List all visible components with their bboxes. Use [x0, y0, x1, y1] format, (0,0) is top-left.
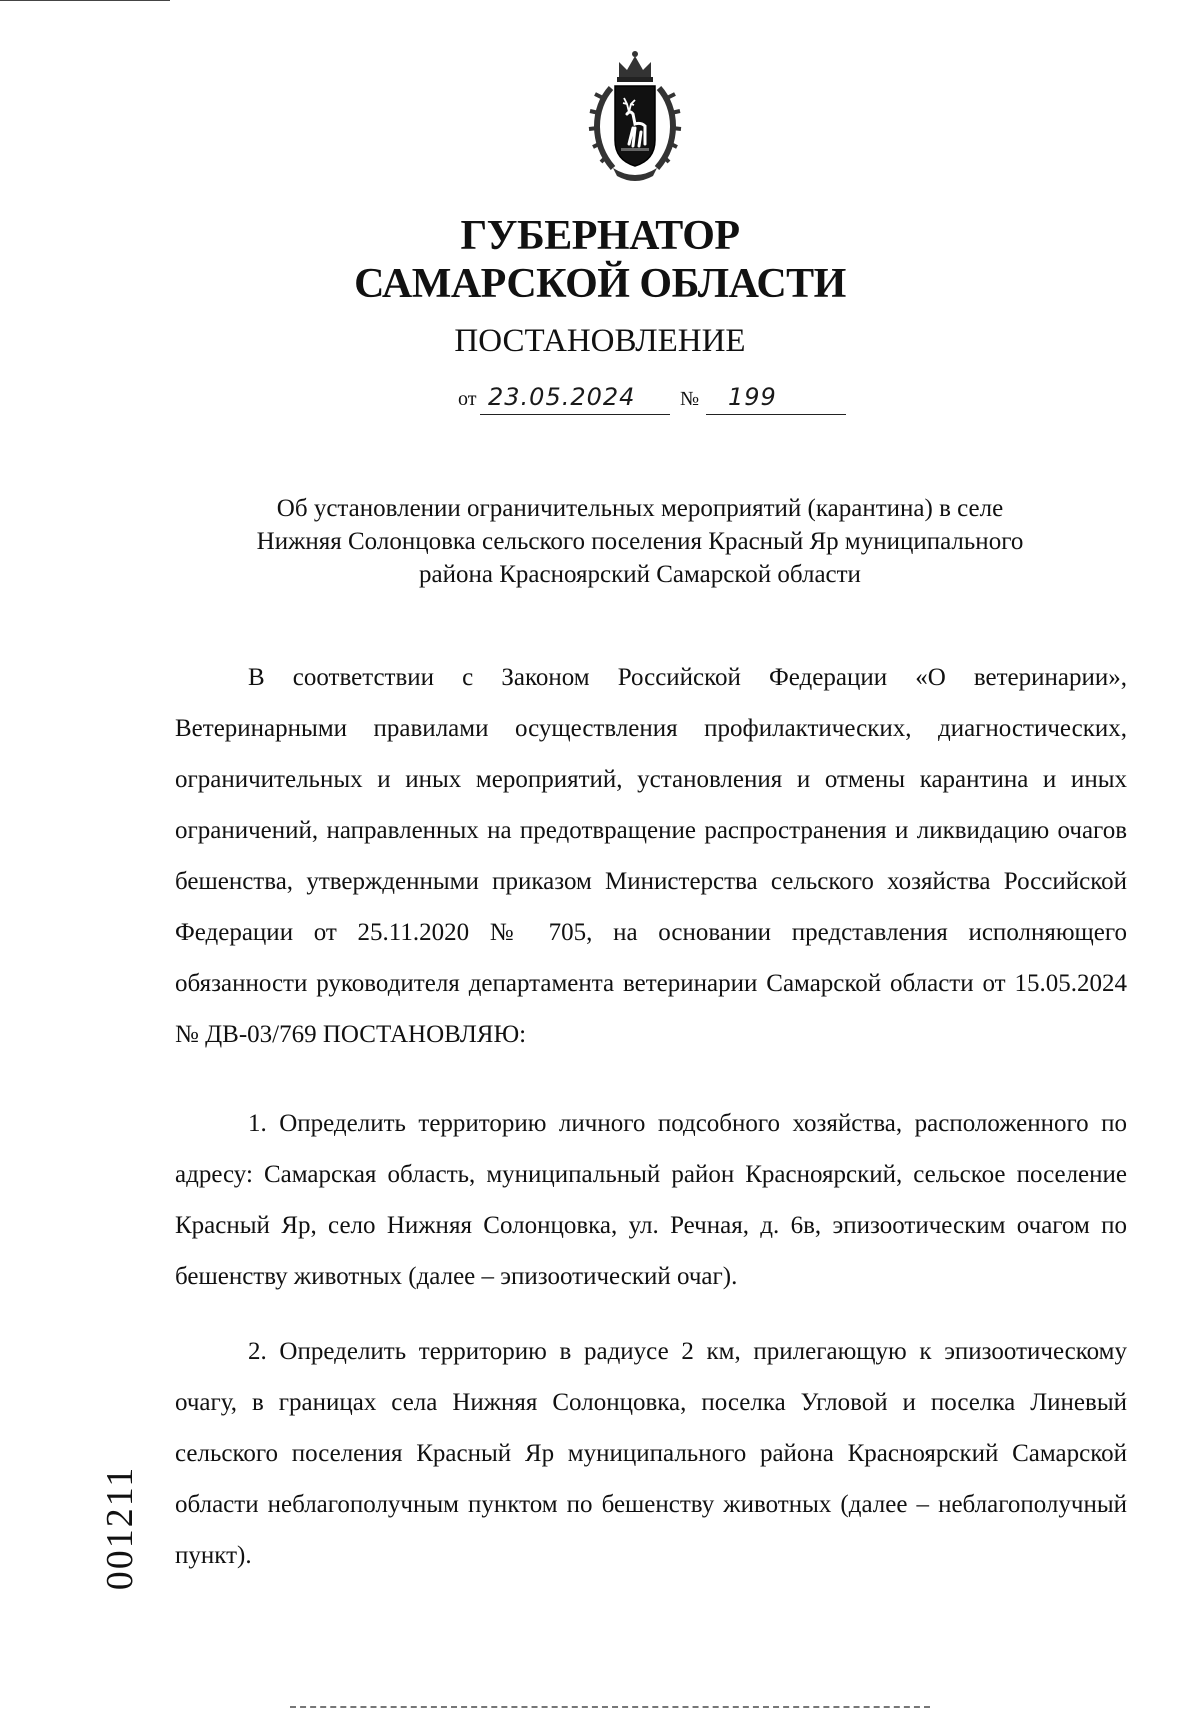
- handwritten-number: 199: [728, 383, 777, 411]
- issuer-title-line1: ГУБЕРНАТОР: [460, 213, 740, 259]
- document-type: ПОСТАНОВЛЕНИЕ: [454, 323, 746, 359]
- issuer-title-line2: САМАРСКОЙ ОБЛАСТИ: [354, 261, 846, 307]
- handwritten-date: 23.05.2024: [488, 383, 636, 411]
- samara-coat-of-arms-icon: [583, 48, 687, 186]
- clause-2-paragraph: 2. Определить территорию в радиусе 2 км, прилегающую к эпизоотическому очагу, в границах села Нижняя Солонцовка, поселка Угловой и поселка Линевый сельского поселения Красный Яр муниципального района Красноярский Самарской области неблагополучным пунктом по бешенству животных (далее – неблагополучный пункт).: [175, 1338, 1127, 1569]
- document-subject: Об установлении ограничительных мероприятий (карантина) в селе Нижняя Солонцовка сельского поселения Красный Яр муниципального района Красноярский Самарской области: [256, 495, 1024, 588]
- scan-edge-top: [0, 0, 170, 1]
- date-number-line: [458, 383, 858, 417]
- side-registration-stamp: [90, 1448, 150, 1608]
- date-underline: [480, 414, 670, 415]
- side-stamp-number: 001211: [99, 1465, 141, 1591]
- scan-edge-bottom: [290, 1706, 930, 1708]
- date-prefix: от: [458, 388, 477, 410]
- clause-1-paragraph: 1. Определить территорию личного подсобного хозяйства, расположенного по адресу: Самарская область, муниципальный район Красноярский, сельское поселение Красный Яр, село Нижняя Солонцовка, ул. Речная, д. 6в, эпизоотическим очагом по бешенству животных (далее – эпизоотический очаг).: [175, 1110, 1127, 1290]
- number-underline: [706, 414, 846, 415]
- preamble-paragraph: В соответствии с Законом Российской Федерации «О ветеринарии», Ветеринарными правилами осуществления профилактических, диагностических, ограничительных и иных мероприятий, установления и отмены карантина и иных ограничений, направленных на предотвращение распространения и ликвидацию очагов бешенства, утвержденными приказом Министерства сельского хозяйства Российской Федерации от 25.11.2020 № 705, на основании представления исполняющего обязанности руководителя департамента ветеринарии Самарской области от 15.05.2024 № ДВ-03/769 ПОСТАНОВЛЯЮ:: [175, 664, 1127, 1048]
- number-prefix: №: [680, 388, 700, 410]
